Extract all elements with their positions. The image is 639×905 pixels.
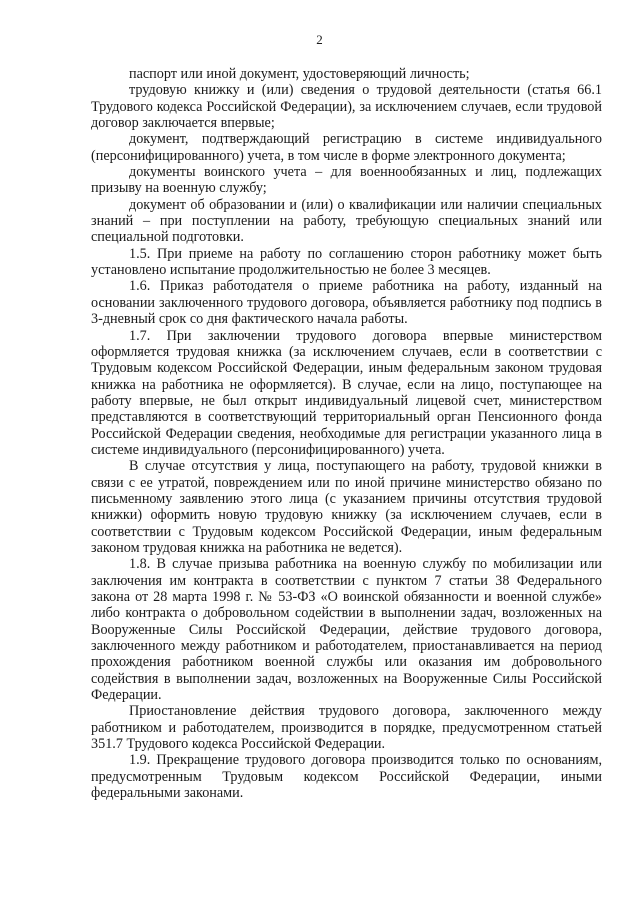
paragraph-1-6: 1.6. Приказ работодателя о приеме работника на работу, изданный на основании заключенного трудового договора, объявляется работнику под подпись в 3-дневный срок со дня фактического начала работы. <box>91 278 602 328</box>
paragraph-1-9: 1.9. Прекращение трудового договора производится только по основаниям, предусмотренным Трудовым кодексом Российской Федерации, иными федеральными законами. <box>91 752 602 802</box>
paragraph-passport: паспорт или иной документ, удостоверяющий личность; <box>129 66 470 82</box>
document-body <box>91 66 602 801</box>
page-number: 2 <box>316 32 323 47</box>
paragraph-education: документ об образовании и (или) о квалификации или наличии специальных знаний – при поступлении на работу, требующую специальных знаний или специальной подготовки. <box>91 196 602 246</box>
paragraph-missing-work-book: В случае отсутствия у лица, поступающего на работу, трудовой книжки в связи с ее утратой, повреждением или по иной причине министерство обязано по письменному заявлению этого лица (с указанием причины отсутствия трудовой книжки) оформить новую трудовую книжку (за исключением случаев, если в соответствии с Трудовым кодексом Российской Федерации, иным федеральным законом трудовая книжка на работника не ведется). <box>91 458 602 556</box>
paragraph-work-book: трудовую книжку и (или) сведения о трудовой деятельности (статья 66.1 Трудового кодекса Российской Федерации), за исключением случаев, если трудовой договор заключается впервые; <box>91 82 602 132</box>
paragraph-registration: документ, подтверждающий регистрацию в системе индивидуального (персонифицированного) учета, в том числе в форме электронного документа; <box>91 131 602 164</box>
paragraph-1-5: 1.5. При приеме на работу по соглашению сторон работнику может быть установлено испытание продолжительностью не более 3 месяцев. <box>91 245 602 279</box>
paragraph-suspension: Приостановление действия трудового договора, заключенного между работником и работодателем, производится в порядке, предусмотренном статьей 351.7 Трудового кодекса Российской Федерации. <box>91 703 602 753</box>
paragraph-1-8: 1.8. В случае призыва работника на военную службу по мобилизации или заключения им контракта в соответствии с пунктом 7 статьи 38 Федерального закона от 28 марта 1998 г. № 53-ФЗ «О воинской обязанности и военной службе» либо контракта о добровольном содействии в выполнении задач, возложенных на Вооруженные Силы Российской Федерации, действие трудового договора, заключенного между работником и работодателем, приостанавливается на период прохождения работником военной службы или оказания им добровольного содействия в выполнении задач, возложенных на Вооруженные Силы Российской Федерации. <box>91 556 602 704</box>
paragraph-military-docs: документы воинского учета – для военнообязанных и лиц, подлежащих призыву на военную службу; <box>91 164 602 197</box>
paragraph-1-7: 1.7. При заключении трудового договора впервые министерством оформляется трудовая книжка (за исключением случаев, если в соответствии с Трудовым кодексом Российской Федерации, иным федеральным законом трудовая книжка на работника не оформляется). В случае, если на лицо, поступающее на работу впервые, не был открыт индивидуальный лицевой счет, министерством представляются в соответствующий территориальный орган Пенсионного фонда Российской Федерации сведения, необходимые для регистрации указанного лица в системе индивидуального (персонифицированного) учета. <box>91 327 602 458</box>
